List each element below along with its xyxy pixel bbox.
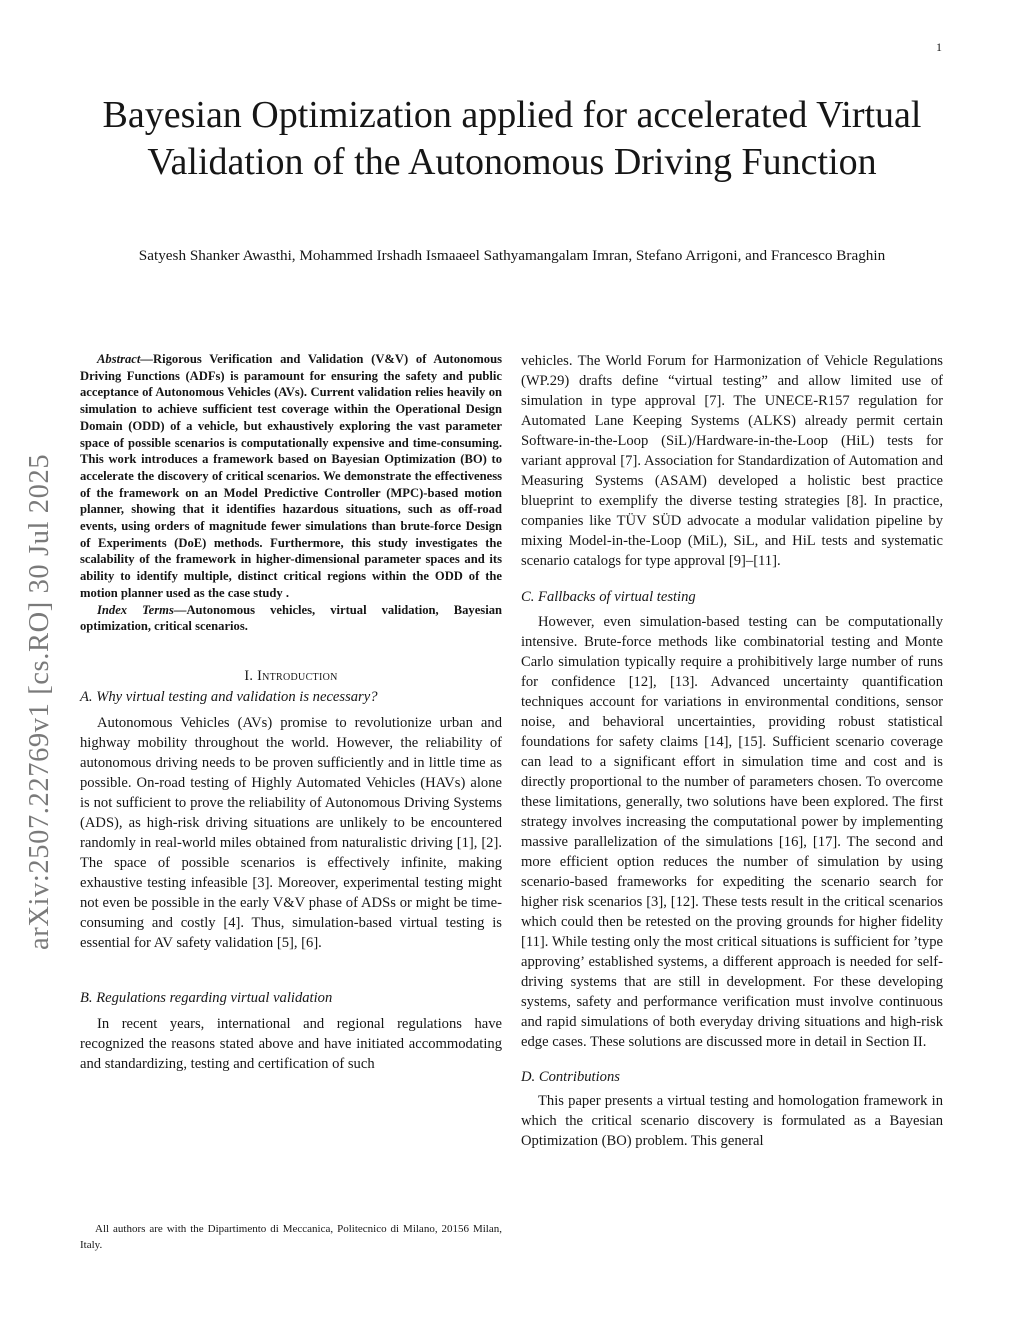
subsection-heading-c: C. Fallbacks of virtual testing (521, 589, 696, 605)
affiliation-footnote: All authors are with the Dipartimento di Meccanica, Politecnico di Milano, 20156 Milan, Italy. (80, 1223, 502, 1251)
section-heading-introduction (80, 666, 502, 686)
paragraph-b-start: In recent years, international and regional regulations have recognized the reasons stated above and have initiated accommodating and standardizing, testing and certification of such (80, 1015, 502, 1072)
paragraph-d: This paper presents a virtual testing and homologation framework in which the critical scenario discovery is formulated as a Bayesian Optimization (BO) problem. This general (521, 1093, 943, 1149)
subsection-heading-d: D. Contributions (521, 1069, 620, 1085)
section-numeral: I. (244, 667, 258, 684)
section-title: Introduction (257, 667, 338, 684)
index-terms-text: Autonomous vehicles, virtual validation, Bayesian optimization, critical scenarios. (80, 602, 502, 634)
abstract (80, 351, 502, 635)
paper-title: Bayesian Optimization applied for accelerated Virtual Validation of the Autonomous Driving Function (102, 94, 922, 183)
left-column (80, 351, 502, 1074)
subsection-heading-b: B. Regulations regarding virtual validation (80, 989, 333, 1006)
index-terms-paragraph (80, 602, 502, 635)
paragraph-a: Autonomous Vehicles (AVs) promise to revolutionize urban and highway mobility throughout the world. However, the reliability of autonomous driving needs to be proven sufficiently and in little time as possible. On-road testing of Highly Automated Vehicles (HAVs) alone is not sufficient to prove the reliability of Autonomous Driving Systems (ADS), as high-risk driving situations are unlikely to be encountered randomly in real-world miles obtained from naturalistic driving [1], [2]. The space of possible scenarios is effectively infinite, making exhaustive testing infeasible [3]. Moreover, experimental testing might not even be possible in the early V&V phase of ADSs or might be time-consuming and costly [4]. Thus, simulation-based virtual testing is essential for AV safety validation [5], [6]. (80, 714, 502, 951)
right-column (521, 351, 943, 1151)
subsection-heading-a: A. Why virtual testing and validation is necessary? (80, 688, 378, 705)
abstract-label: Abstract— (97, 352, 153, 366)
arxiv-identifier-stamp: arXiv:2507.22769v1 [cs.RO] 30 Jul 2025 (24, 453, 55, 950)
index-terms-label: Index Terms— (97, 602, 187, 617)
paragraph-b-continued: vehicles. The World Forum for Harmonization of Vehicle Regulations (WP.29) drafts define “virtual testing” and allow limited use of simulation in type approval [7]. The UNECE-R157 regulation for Automated Lane Keeping Systems (ALKS) already permit certain Software-in-the-Loop (SiL)/Hardware-in-the-Loop (HiL) tests for variant approval [7]. Association for Standardization of Automation and Measuring Systems (ASAM) developed a holistic best practice blueprint to exemplify the diverse testing strategies [8]. In practice, companies like TÜV SÜD advocate a modular validation pipeline by mixing Model-in-the-Loop (MiL), SiL, and HiL tests and systematic scenario catalogs for type approval [9]–[11]. (521, 353, 943, 569)
paragraph-c: However, even simulation-based testing can be computationally intensive. Brute-force methods like combinatorial testing and Monte Carlo simulation typically require a prohibitively large number of runs for confidence [12], [13]. Advanced uncertainty quantification techniques account for variations in environmental conditions, sensor noise, and behavioral uncertainties, providing robust statistical foundations for safety claims [14], [15]. Sufficient scenario coverage can lead to a significant effort in simulation time and cost and is directly proportional to the number of parameters chosen. To overcome these limitations, generally, two solutions have been explored. The first strategy involves increasing the computational power by implementing massive parallelization of the simulations [16], [17]. The second and more efficient option reduces the number of simulation by using scenario-based frameworks for expediting the scenario search for higher risk scenarios [3], [12]. These tests result in the critical scenarios which could then be retested on the proving grounds for higher fidelity [11]. While testing only the most critical situations is sufficient for ’type approving’ established systems, a different approach is needed for self-driving systems that are still in development. For these developing systems, safety and performance verification must involve continuous and rapid simulations of both everyday driving situations and high-risk edge cases. These solutions are discussed more in detail in Section II. (521, 614, 943, 1050)
page-number: 1 (936, 40, 942, 54)
abstract-paragraph (80, 351, 502, 602)
abstract-text: Rigorous Verification and Validation (V&V) of Autonomous Driving Functions (ADFs) is paramount for ensuring the safety and public acceptance of Autonomous Vehicles (AVs). Current validation relies heavily on simulation to achieve sufficient test coverage within the Operational Design Domain (ODD) of a vehicle, but exhaustively exploring the vast parameter space of possible scenarios is computationally expensive and time-consuming. This work introduces a framework based on Bayesian Optimization (BO) to accelerate the discovery of critical scenarios. We demonstrate the effectiveness of the framework on an Model Predictive Controller (MPC)-based motion planner, showing that it identifies hazardous situations, such as off-road events, using orders of magnitude fewer simulations than brute-force Design of Experiments (DoE) methods. Furthermore, this study investigates the scalability of the framework in higher-dimensional parameter spaces and its ability to identify multiple, distinct critical regions within the ODD of the motion planner used as the case study . (80, 352, 502, 600)
author-list: Satyesh Shanker Awasthi, Mohammed Irshadh Ismaaeel Sathyamangalam Imran, Stefano Arrigoni, and Francesco Braghin (138, 247, 886, 264)
